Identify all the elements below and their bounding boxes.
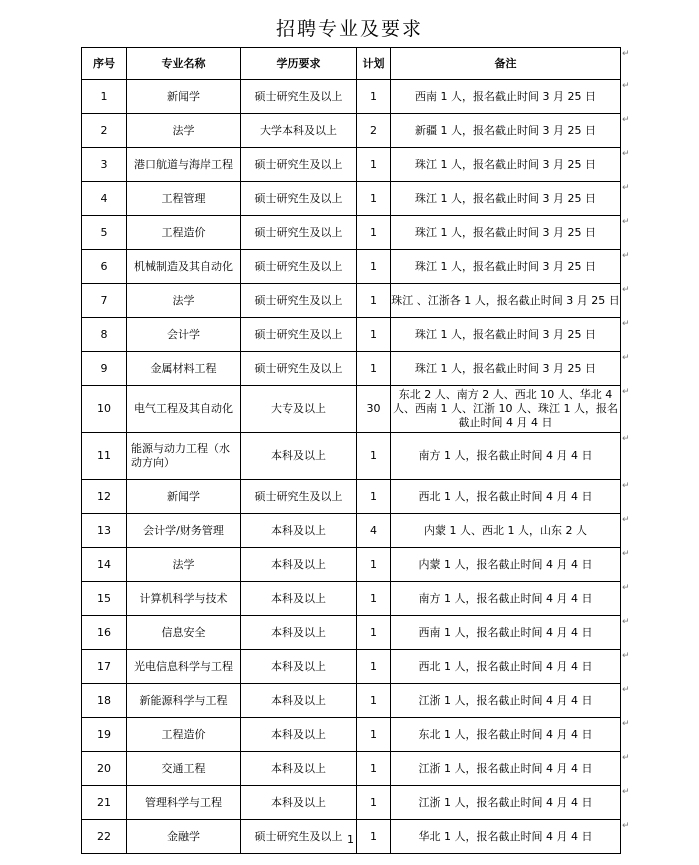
table-row [82, 480, 621, 514]
cell-plan: 1 [357, 786, 391, 820]
cell-education: 本科及以上 [241, 582, 357, 616]
cell-note: 东北 1 人，报名截止时间 4 月 4 日 [391, 718, 621, 752]
cell-education: 硕士研究生及以上 [241, 216, 357, 250]
cell-major: 金融学 [127, 820, 241, 854]
cell-note: 华北 1 人，报名截止时间 4 月 4 日 [391, 820, 621, 854]
cell-major: 港口航道与海岸工程 [127, 148, 241, 182]
cell-plan: 1 [357, 752, 391, 786]
cell-no: 16 [82, 616, 127, 650]
cell-plan: 1 [357, 148, 391, 182]
table-row [82, 284, 621, 318]
cell-note: 西北 1 人，报名截止时间 4 月 4 日 [391, 480, 621, 514]
table-row [82, 650, 621, 684]
header-no: 序号 [82, 48, 127, 80]
cell-plan: 1 [357, 352, 391, 386]
paragraph-mark-icon: ↵ [622, 753, 630, 763]
paragraph-mark-icon: ↵ [622, 515, 630, 525]
cell-plan: 1 [357, 250, 391, 284]
cell-education: 硕士研究生及以上 [241, 480, 357, 514]
paragraph-mark-icon: ↵ [622, 49, 630, 59]
paragraph-mark-icon: ↵ [622, 285, 630, 295]
cell-major: 交通工程 [127, 752, 241, 786]
paragraph-mark-icon: ↵ [622, 583, 630, 593]
table-row [82, 514, 621, 548]
cell-plan: 2 [357, 114, 391, 148]
cell-note: 江浙 1 人，报名截止时间 4 月 4 日 [391, 684, 621, 718]
cell-major: 管理科学与工程 [127, 786, 241, 820]
paragraph-mark-icon: ↵ [622, 481, 630, 491]
cell-note: 西南 1 人，报名截止时间 3 月 25 日 [391, 80, 621, 114]
cell-major: 光电信息科学与工程 [127, 650, 241, 684]
cell-note: 珠江 1 人，报名截止时间 3 月 25 日 [391, 182, 621, 216]
table-row [82, 386, 621, 433]
cell-major: 计算机科学与技术 [127, 582, 241, 616]
cell-plan: 1 [357, 433, 391, 480]
cell-major: 工程管理 [127, 182, 241, 216]
cell-note: 珠江 1 人，报名截止时间 3 月 25 日 [391, 216, 621, 250]
cell-major: 能源与动力工程（水动方向） [127, 433, 241, 480]
cell-no: 4 [82, 182, 127, 216]
cell-major: 新能源科学与工程 [127, 684, 241, 718]
header-education: 学历要求 [241, 48, 357, 80]
cell-no: 15 [82, 582, 127, 616]
paragraph-mark-icon: ↵ [622, 115, 630, 125]
cell-education: 硕士研究生及以上 [241, 352, 357, 386]
paragraph-mark-icon: ↵ [622, 549, 630, 559]
cell-plan: 1 [357, 548, 391, 582]
table-row [82, 216, 621, 250]
cell-education: 硕士研究生及以上 [241, 80, 357, 114]
cell-major: 会计学 [127, 318, 241, 352]
paragraph-mark-icon: ↵ [622, 617, 630, 627]
table-row [82, 433, 621, 480]
paragraph-mark-icon: ↵ [622, 434, 630, 444]
cell-plan: 1 [357, 318, 391, 352]
cell-no: 2 [82, 114, 127, 148]
cell-no: 17 [82, 650, 127, 684]
table-row [82, 250, 621, 284]
cell-no: 20 [82, 752, 127, 786]
cell-note: 南方 1 人，报名截止时间 4 月 4 日 [391, 433, 621, 480]
table-row [82, 148, 621, 182]
cell-major: 会计学/财务管理 [127, 514, 241, 548]
cell-note: 珠江 1 人，报名截止时间 3 月 25 日 [391, 250, 621, 284]
cell-plan: 4 [357, 514, 391, 548]
cell-no: 6 [82, 250, 127, 284]
table-row [82, 80, 621, 114]
cell-note: 珠江 1 人，报名截止时间 3 月 25 日 [391, 318, 621, 352]
cell-no: 12 [82, 480, 127, 514]
paragraph-mark-icon: ↵ [622, 149, 630, 159]
page-title: 招聘专业及要求 [275, 18, 423, 40]
paragraph-mark-icon: ↵ [622, 787, 630, 797]
cell-no: 14 [82, 548, 127, 582]
cell-major: 工程造价 [127, 718, 241, 752]
paragraph-mark-icon: ↵ [622, 251, 630, 261]
table-row [82, 684, 621, 718]
cell-major: 新闻学 [127, 80, 241, 114]
cell-education: 硕士研究生及以上 [241, 250, 357, 284]
paragraph-mark-icon: ↵ [622, 387, 630, 397]
cell-plan: 1 [357, 216, 391, 250]
cell-major: 工程造价 [127, 216, 241, 250]
cell-education: 本科及以上 [241, 752, 357, 786]
table-header-row [82, 48, 621, 80]
paragraph-mark-icon: ↵ [622, 719, 630, 729]
cell-note: 内蒙 1 人，报名截止时间 4 月 4 日 [391, 548, 621, 582]
cell-plan: 1 [357, 284, 391, 318]
cell-note: 珠江 1 人，报名截止时间 3 月 25 日 [391, 148, 621, 182]
cell-major: 金属材料工程 [127, 352, 241, 386]
cell-education: 本科及以上 [241, 548, 357, 582]
table-row [82, 352, 621, 386]
table-row [82, 752, 621, 786]
paragraph-mark-icon: ↵ [622, 685, 630, 695]
cell-plan: 1 [357, 820, 391, 854]
page-number: 1 [347, 833, 354, 846]
cell-no: 9 [82, 352, 127, 386]
cell-plan: 1 [357, 80, 391, 114]
cell-plan: 1 [357, 616, 391, 650]
cell-education: 硕士研究生及以上 [241, 820, 357, 854]
cell-major: 机械制造及其自动化 [127, 250, 241, 284]
cell-plan: 1 [357, 718, 391, 752]
cell-education: 硕士研究生及以上 [241, 148, 357, 182]
cell-education: 本科及以上 [241, 650, 357, 684]
cell-no: 22 [82, 820, 127, 854]
cell-no: 1 [82, 80, 127, 114]
cell-major: 法学 [127, 548, 241, 582]
cell-education: 硕士研究生及以上 [241, 182, 357, 216]
cell-plan: 1 [357, 582, 391, 616]
paragraph-mark-icon: ↵ [622, 183, 630, 193]
paragraph-mark-icon: ↵ [622, 217, 630, 227]
cell-education: 硕士研究生及以上 [241, 284, 357, 318]
cell-no: 3 [82, 148, 127, 182]
cell-education: 大学本科及以上 [241, 114, 357, 148]
cell-note: 江浙 1 人，报名截止时间 4 月 4 日 [391, 752, 621, 786]
table-row [82, 616, 621, 650]
cell-education: 本科及以上 [241, 786, 357, 820]
cell-education: 大专及以上 [241, 386, 357, 433]
paragraph-mark-icon: ↵ [622, 81, 630, 91]
cell-no: 8 [82, 318, 127, 352]
cell-note: 内蒙 1 人、西北 1 人，山东 2 人 [391, 514, 621, 548]
paragraph-mark-icon: ↵ [622, 651, 630, 661]
cell-education: 本科及以上 [241, 433, 357, 480]
cell-plan: 1 [357, 182, 391, 216]
cell-no: 5 [82, 216, 127, 250]
cell-note: 东北 2 人、南方 2 人、西北 10 人、华北 4 人、西南 1 人、江浙 10 人、珠江 1 人，报名截止时间 4 月 4 日 [391, 386, 621, 433]
table-row [82, 582, 621, 616]
cell-major: 电气工程及其自动化 [127, 386, 241, 433]
requirements-table [81, 47, 621, 854]
cell-note: 西北 1 人，报名截止时间 4 月 4 日 [391, 650, 621, 684]
table-row [82, 318, 621, 352]
cell-education: 硕士研究生及以上 [241, 318, 357, 352]
cell-education: 本科及以上 [241, 514, 357, 548]
header-major: 专业名称 [127, 48, 241, 80]
paragraph-mark-icon: ↵ [622, 319, 630, 329]
table-row [82, 548, 621, 582]
table-row [82, 114, 621, 148]
cell-note: 珠江 、江浙各 1 人，报名截止时间 3 月 25 日 [391, 284, 621, 318]
cell-major: 新闻学 [127, 480, 241, 514]
cell-education: 本科及以上 [241, 616, 357, 650]
cell-no: 11 [82, 433, 127, 480]
header-plan: 计划 [357, 48, 391, 80]
cell-education: 本科及以上 [241, 718, 357, 752]
cell-plan: 30 [357, 386, 391, 433]
cell-education: 本科及以上 [241, 684, 357, 718]
cell-note: 珠江 1 人，报名截止时间 3 月 25 日 [391, 352, 621, 386]
cell-no: 21 [82, 786, 127, 820]
cell-plan: 1 [357, 684, 391, 718]
cell-major: 法学 [127, 284, 241, 318]
cell-note: 西南 1 人，报名截止时间 4 月 4 日 [391, 616, 621, 650]
table-row [82, 718, 621, 752]
cell-plan: 1 [357, 650, 391, 684]
cell-plan: 1 [357, 480, 391, 514]
cell-no: 19 [82, 718, 127, 752]
cell-no: 10 [82, 386, 127, 433]
cell-major: 信息安全 [127, 616, 241, 650]
cell-no: 7 [82, 284, 127, 318]
paragraph-mark-icon: ↵ [622, 353, 630, 363]
cell-no: 18 [82, 684, 127, 718]
paragraph-mark-icon: ↵ [622, 821, 630, 831]
cell-major: 法学 [127, 114, 241, 148]
cell-note: 新疆 1 人，报名截止时间 3 月 25 日 [391, 114, 621, 148]
header-note: 备注 [391, 48, 621, 80]
table-row [82, 182, 621, 216]
cell-note: 南方 1 人，报名截止时间 4 月 4 日 [391, 582, 621, 616]
cell-no: 13 [82, 514, 127, 548]
table-row [82, 786, 621, 820]
cell-note: 江浙 1 人，报名截止时间 4 月 4 日 [391, 786, 621, 820]
